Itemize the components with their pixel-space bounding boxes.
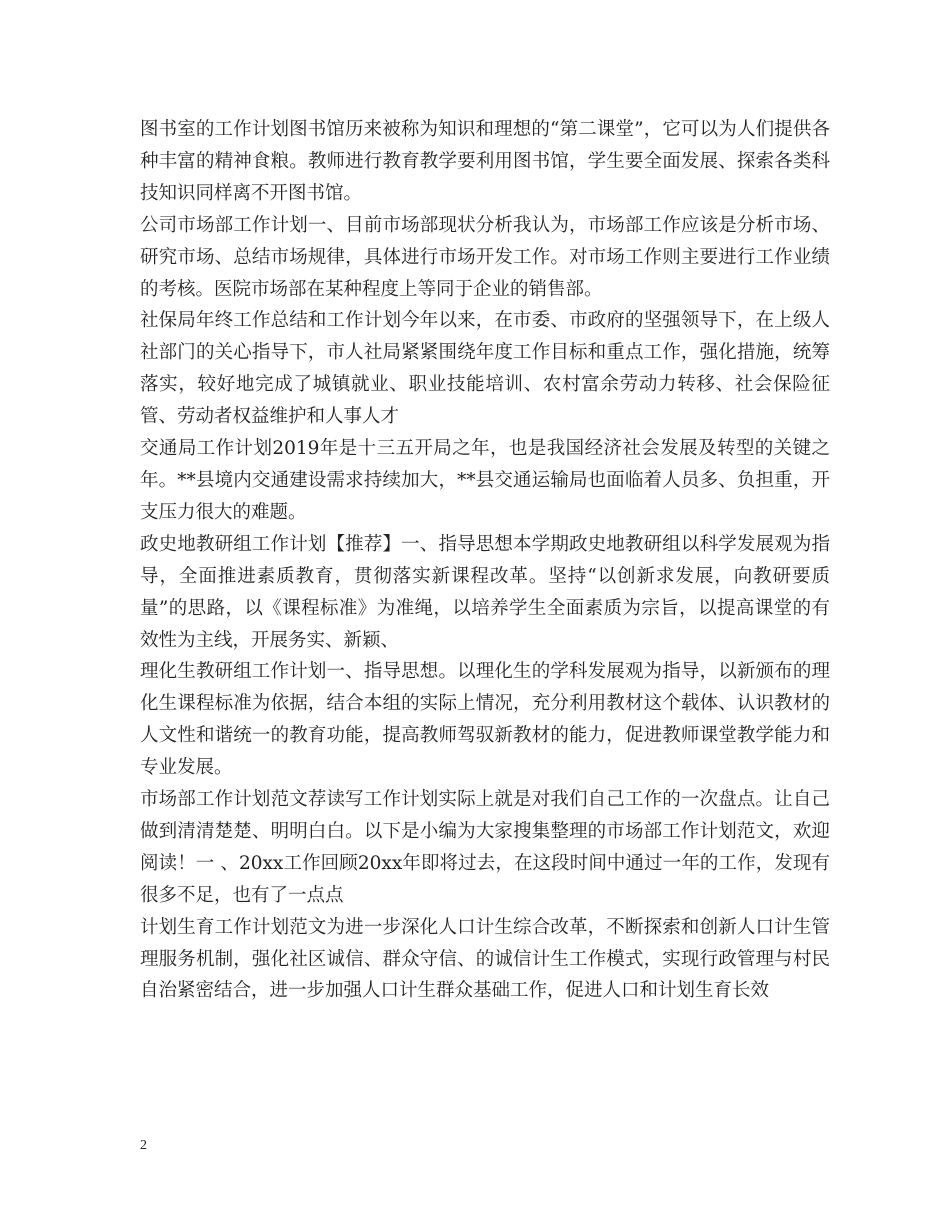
paragraph-science-group-plan: 理化生教研组工作计划一、指导思想。以理化生的学科发展观为指导，以新颁布的理化生课程标准为依据，结合本组的实际上情况，充分利用教材这个载体、认识教材的人文性和谐统一的教育功能，提高教师驾驭新教材的能力，促进教师课堂教学能力和专业发展。 [140, 661, 830, 779]
paragraph-humanities-group-plan: 政史地教研组工作计划【推荐】一、指导思想本学期政史地教研组以科学发展观为指导，全面推进素质教育，贯彻落实新课程改革。坚持“以创新求发展，向教研要质量”的思路，以《课程标准》为准绳，以培养学生全面素质为宗旨，以提高课堂的有效性为主线，开展务实、新颖、 [140, 533, 830, 651]
page-number: 2 [140, 1138, 147, 1153]
paragraph-marketing-plan: 公司市场部工作计划一、目前市场部现状分析我认为，市场部工作应该是分析市场、研究市场、总结市场规律，具体进行市场开发工作。对市场工作则主要进行工作业绩的考核。医院市场部在某种程度上等同于企业的销售部。 [140, 214, 830, 300]
document-body [140, 114, 830, 1007]
paragraph-family-planning: 计划生育工作计划范文为进一步深化人口计生综合改革，不断探索和创新人口计生管理服务机制，强化社区诚信、群众守信、的诚信计生工作模式，实现行政管理与村民自治紧密结合，进一步加强人口计生群众基础工作，促进人口和计划生育长效 [140, 916, 830, 1002]
paragraph-transport-plan: 交通局工作计划2019年是十三五开局之年，也是我国经济社会发展及转型的关键之年。**县境内交通建设需求持续加大，**县交通运输局也面临着人员多、负担重，开支压力很大的难题。 [140, 438, 830, 523]
paragraph-library-plan: 图书室的工作计划图书馆历来被称为知识和理想的“第二课堂”，它可以为人们提供各种丰富的精神食粮。教师进行教育教学要利用图书馆，学生要全面发展、探索各类科技知识同样离不开图书馆。 [140, 119, 830, 204]
paragraph-social-security-summary: 社保局年终工作总结和工作计划今年以来，在市委、市政府的坚强领导下，在上级人社部门的关心指导下，市人社局紧紧围绕年度工作目标和重点工作，强化措施，统筹落实，较好地完成了城镇就业、职业技能培训、农村富余劳动力转移、社会保险征管、劳动者权益维护和人事人才 [140, 310, 830, 428]
paragraph-marketing-sample: 市场部工作计划范文荐读写工作计划实际上就是对我们自己工作的一次盘点。让自己做到清清楚楚、明明白白。以下是小编为大家搜集整理的市场部工作计划范文，欢迎阅读！一 、20xx工作回顾20xx年即将过去，在这段时间中通过一年的工作，发现有很多不足，也有了一点点 [140, 789, 830, 906]
